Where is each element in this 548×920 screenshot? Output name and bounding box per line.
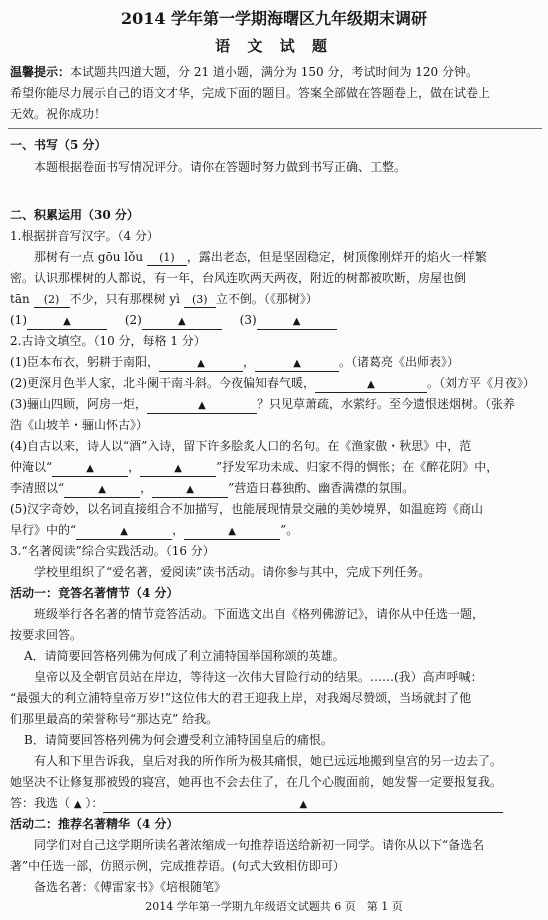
q2-item-3: (3)骊山四顾，阿房一炬， ▲ ？只见草萧疏，水萦纡。至今遗恨迷烟树。（张养 — [10, 394, 542, 415]
answer-marker: ▲ — [367, 379, 375, 390]
page-footer: 2014 学年第一学期九年级语文试题共 6 页 第 1 页 — [145, 900, 403, 913]
activity2-line-2: 著”中任选一部，仿照示例，完成推荐语。(句式大致相仿即可） — [10, 859, 345, 873]
section1-text: 本题根据卷面书写情况评分。请你在答题时努力做到书写正确、工整。 — [34, 160, 407, 174]
q2-item-4-cont2: 李清照以“ ▲ ， ▲ ”营造日暮独酌、幽香满襟的氛围。 — [10, 478, 542, 499]
q1-blank-1: (1) — [147, 251, 187, 266]
q3-intro: 学校里组织了“爱名著，爱阅读”读书活动。请你参与其中，完成下列任务。 — [34, 565, 431, 579]
answer-marker: ▲ — [174, 463, 182, 474]
answer-marker: ▲ — [73, 799, 82, 810]
q1-blank-3: (3) — [184, 293, 216, 308]
q2-item-4-cont: 仲淹以“ ▲ ， ▲ ”抒发军功未成、归家不得的惆怅；在《醉花阴》中， — [10, 457, 542, 478]
activity2-line-1: 同学们对自己这学期所读名著浓缩成一句推荐语送给新初一同学。请你从以下“备选名 — [34, 838, 485, 852]
activity1-heading: 活动一：竞答名著情节（4 分） — [10, 586, 179, 600]
answer-marker: ▲ — [177, 316, 186, 327]
q1-line-2: 密。认识那棵树的人都说，有一年，台风连吹两天两夜，附近的树都被吹断，房屋也倒 — [10, 271, 467, 285]
q2-item-2: (2)更深月色半人家，北斗阑干南斗斜。今夜偏知春气暖， ▲ 。（刘方平《月夜》） — [10, 373, 542, 394]
answer-marker: ▲ — [292, 316, 301, 327]
q1-answer-row: (1) ▲ (2) ▲ (3) ▲ — [10, 310, 542, 331]
activity2-heading: 活动二：推荐名著精华（4 分） — [10, 817, 179, 831]
section1-heading: 一、书写（5 分） — [10, 138, 107, 152]
answer-row: 答：我选（ ▲ ）： ▲ — [10, 793, 542, 815]
q1-line-1: 那树有一点 gōu lǒu (1) ，露出老态，但是坚固稳定，树顶像刚烊开的焰火一样繁 — [34, 250, 487, 264]
answer-marker: ▲ — [120, 526, 128, 537]
q2-title: 2.古诗文填空。（10 分，每格 1 分） — [10, 334, 206, 348]
tip-label: 温馨提示： — [10, 65, 71, 79]
q1-line-3: tān (2) 不少，只有那棵树 yì (3) 立不倒。（《那树》） — [10, 292, 318, 306]
tip-block — [10, 62, 540, 125]
tip-line-1: 本试题共四道大题，分 21 道小题，满分为 150 分，考试时间为 120 分钟。 — [70, 65, 478, 79]
activity1-line-1: 班级举行各名著的情节竞答活动。下面选文出自《格列佛游记》，请你从中任选一题， — [34, 607, 485, 621]
q2-item-3-cont: 浩《山坡羊・骊山怀古》） — [10, 418, 149, 432]
q1-title: 1.根据拼音写汉字。（4 分） — [10, 229, 159, 243]
answer-marker: ▲ — [198, 400, 206, 411]
question-a-passage-2: “最强大的利立浦特皇帝万岁!”这位伟大的君王迎我上岸，对我竭尽赞颂，当场就封了他 — [10, 691, 472, 705]
tip-line-2: 希望你能尽力展示自己的语文才华，完成下面的题目。答案全部做在答题卷上，做在试卷上 — [10, 86, 491, 100]
answer-marker: ▲ — [293, 358, 301, 369]
activity1-line-2: 按要求回答。 — [10, 628, 83, 642]
q2-item-5-cont: 早行》中的“ ▲ ， ▲ ”。 — [10, 520, 542, 541]
question-a: A．请简要回答格列佛为何成了利立浦特国举国称颂的英雄。 — [24, 649, 345, 663]
answer-marker: ▲ — [63, 316, 71, 327]
answer-marker: ▲ — [186, 484, 194, 495]
q1-blank-2: (2) — [34, 293, 70, 308]
exam-subtitle: 语 文 试 题 — [215, 37, 333, 55]
question-b: B．请简要回答格列佛为何会遭受利立浦特国皇后的痛恨。 — [24, 733, 333, 747]
answer-marker: ▲ — [98, 484, 106, 495]
activity2-line-3: 备选名著：《傅雷家书》《培根随笔》 — [34, 880, 227, 894]
exam-title: 2014 学年第一学期海曙区九年级期末调研 — [120, 9, 428, 28]
question-a-passage-1: 皇帝以及全朝官员站在岸边，等待这一次伟大冒险行动的结果。……(我）高声呼喊： — [34, 670, 483, 684]
answer-marker: ▲ — [86, 463, 94, 474]
answer-marker: ▲ — [228, 526, 236, 537]
q2-item-5: (5)汉字奇妙，以名词直接组合不加描写，也能展现情景交融的美妙境界，如温庭筠《商山 — [10, 502, 484, 516]
answer-marker: ▲ — [299, 799, 308, 810]
q2-item-1: (1)臣本布衣，躬耕于南阳， ▲ ， ▲ 。（诸葛亮《出师表》） — [10, 352, 542, 373]
section2-heading: 二、积累运用（30 分） — [10, 208, 139, 222]
answer-marker: ▲ — [197, 358, 205, 369]
tip-line-3: 无效。祝你成功！ — [10, 107, 107, 121]
question-b-passage-2: 她坚决不让修复那被毁的寝宫，她再也不会去住了，在几个心腹面前，她发誓一定要报复我。 — [10, 775, 503, 789]
question-b-passage-1: 有人和下里告诉我，皇后对我的所作所为极其痛恨，她已远远地搬到皇宫的另一边去了。 — [34, 754, 503, 768]
q2-item-4: (4)自古以来，诗人以“酒”入诗，留下许多脍炙人口的名句。在《渔家傲・秋思》中，范 — [10, 439, 472, 453]
q3-title: 3.“名著阅读”综合实践活动。（16 分） — [10, 544, 215, 558]
question-a-passage-3: 们那里最高的荣誉称号“那达克” 给我。 — [10, 712, 219, 726]
divider — [8, 128, 542, 129]
